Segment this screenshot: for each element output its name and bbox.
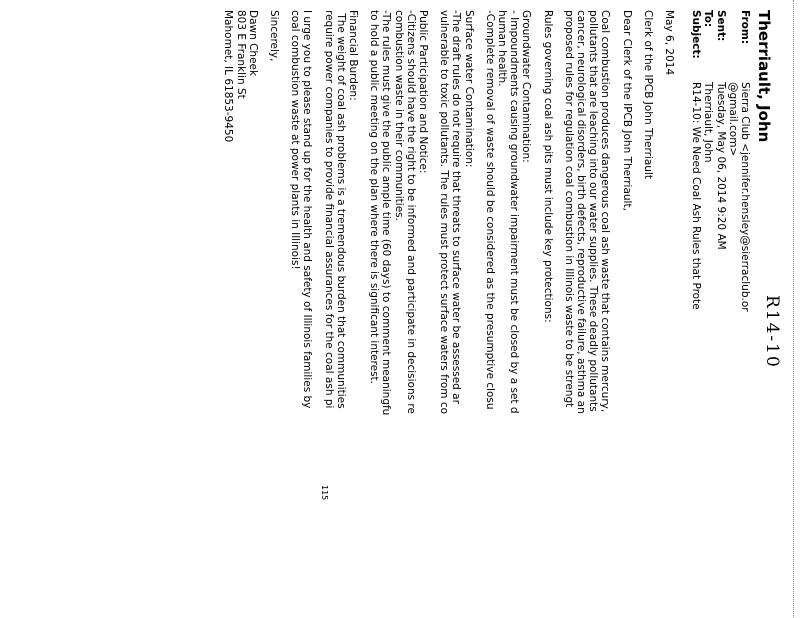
- header-row-sent: [714, 10, 726, 312]
- page-number: 115: [320, 485, 329, 501]
- scan-dotted-border: [790, 0, 794, 618]
- header-value: @gmail.com>: [726, 82, 739, 157]
- sender-name: Therriault, John: [755, 10, 773, 143]
- letter-salutation: Dear Clerk of the IPCB John Therriault,: [620, 10, 633, 211]
- letter-date: May 6, 2014: [663, 10, 675, 76]
- header-row-subject: [690, 10, 702, 312]
- letter-paragraph: Financial Burden: The weight of coal ash problems is a tremendous burden that communities require power companies to provide financial assurances for the coal ash pi: [322, 10, 359, 409]
- document-code: R14-10: [762, 295, 782, 369]
- header-label: Sent:: [714, 10, 727, 42]
- header-value: Tuesday, May 06, 2014 9:20 AM: [714, 82, 727, 250]
- letter-signature: Dawn Cheek 803 E Franklin St Mahomet, IL 61853-9450: [222, 10, 259, 143]
- letter-recipient: Clerk of the IPCB John Therriault: [641, 10, 654, 179]
- letter-paragraph: Rules governing coal ash pits must include key protections:: [541, 10, 554, 323]
- header-value: Therriault, John: [702, 82, 715, 163]
- email-header: [690, 10, 751, 312]
- header-row-to: [702, 10, 714, 312]
- header-label: Subject:: [690, 10, 703, 59]
- header-row-from-cont: [727, 10, 739, 312]
- letter-paragraph: I urge you to please stand up for the health and safety of Illinois families by coal combustion waste at power plants in Illinois!: [289, 10, 314, 409]
- header-label: [727, 10, 739, 82]
- letter-paragraph: Surface water Contamination: -The draft rules do not require that threats to surface water be assessed ar vulnerable to toxic pollutants. The rules must protect surface waters from co: [438, 10, 475, 415]
- header-row-from: [739, 10, 751, 312]
- header-label: From:: [739, 10, 751, 45]
- letter-paragraph: Groundwater Contamination: - Impoundments causing groundwater impairment must be closed by a set d human health. -Complete removal of waste should be considered as the presumptive closu: [483, 10, 533, 414]
- header-label: To:: [702, 10, 715, 28]
- letter-body: [213, 10, 675, 618]
- letter-paragraph: Coal combustion produces dangerous coal ash waste that contains mercury, pollutants that are leaching into our water supplies. These deadly pollutants cancer, neurological disorders, birth defects, reproductive failure, asthma an proposed rules for regulation coal combustion in Illinois waste to be strengt: [562, 10, 612, 414]
- letter-closing: Sincerely,: [267, 10, 280, 62]
- letter-paragraph: Public Participation and Notice: -Citizens should have the right to be informed and participate in decisions re combustion waste in their communities. -The rules must give the public ample time (60 days) to comment meaningfu to hold a public meeting on the plan where there is significant interest.: [368, 10, 429, 416]
- header-value: Sierra Club <jennifer.hensley@sierraclub.or: [739, 82, 751, 312]
- header-value: R14-10: We Need Coal Ash Rules that Prote: [690, 82, 703, 310]
